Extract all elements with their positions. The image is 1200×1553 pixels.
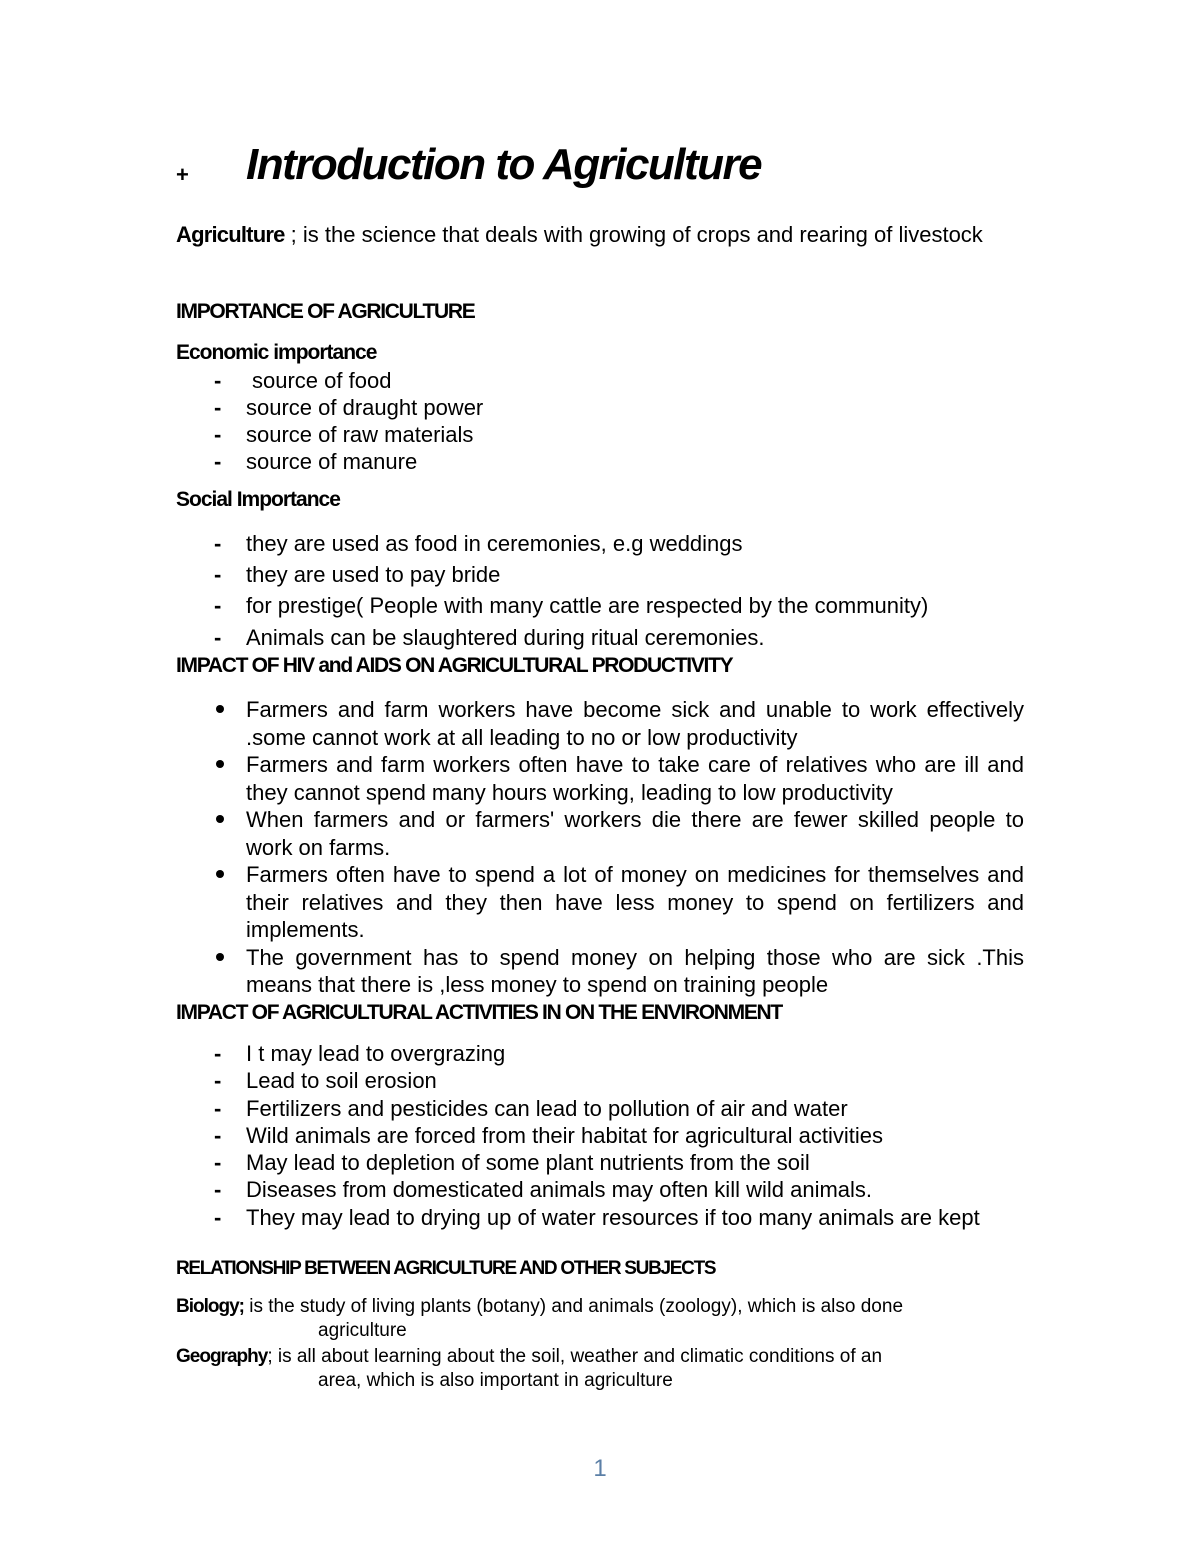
importance-heading: IMPORTANCE OF AGRICULTURE [176,300,475,323]
list-item: - They may lead to drying up of water resources if too many animals are kept [176,1204,1024,1231]
list-item: - Fertilizers and pesticides can lead to pollution of air and water [176,1095,1024,1122]
biology-term: Biology; [176,1296,244,1317]
social-importance-heading: Social Importance [176,488,340,511]
page-title: Introduction to Agriculture [246,140,762,189]
hiv-impact-list [176,696,1024,999]
geography-term: Geography [176,1346,268,1367]
title-marker: + [176,162,189,187]
list-item: - for prestige( People with many cattle are respected by the community) [176,590,928,621]
list-item: - source of raw materials [176,421,483,448]
list-item: When farmers and or farmers' workers die there are fewer skilled people to work on farms. [176,806,1024,861]
definition-text: ; is the science that deals with growing of crops and rearing of livestock [284,222,983,247]
list-item: Farmers and farm workers often have to take care of relatives who are ill and they cannot spend many hours working, leading to low productivity [176,751,1024,806]
biology-text: is the study of living plants (botany) and animals (zoology), which is also done [244,1296,904,1317]
hiv-impact-heading: IMPACT OF HIV and AIDS ON AGRICULTURAL PRODUCTIVITY [176,654,733,677]
list-item: The government has to spend money on helping those who are sick .This means that there is ,less money to spend on training people [176,944,1024,999]
list-item: - they are used as food in ceremonies, e.g weddings [176,528,928,559]
list-item: - May lead to depletion of some plant nutrients from the soil [176,1149,1024,1176]
list-item: - Diseases from domesticated animals may often kill wild animals. [176,1176,1024,1203]
geography-text-continuation: area, which is also important in agriculture [318,1370,673,1391]
relationship-heading: RELATIONSHIP BETWEEN AGRICULTURE AND OTHER SUBJECTS [176,1258,716,1279]
list-item: Farmers often have to spend a lot of money on medicines for themselves and their relatives and they then have less money to spend on fertilizers and implements. [176,861,1024,944]
geography-relationship [176,1345,1024,1393]
biology-text-continuation: agriculture [318,1320,407,1341]
list-item: - source of food [176,367,483,394]
list-item: - they are used to pay bride [176,559,928,590]
list-item: - I t may lead to overgrazing [176,1040,1024,1067]
list-item: - Animals can be slaughtered during ritual ceremonies. [176,622,928,653]
geography-text: ; is all about learning about the soil, weather and climatic conditions of an [267,1346,883,1367]
list-item: - source of manure [176,448,483,475]
page-number: 1 [593,1455,607,1482]
agriculture-definition [176,214,1024,255]
list-item: - source of draught power [176,394,483,421]
definition-term: Agriculture [176,222,285,247]
environment-impact-list [176,1040,1024,1231]
list-item: Farmers and farm workers have become sick and unable to work effectively .some cannot work at all leading to no or low productivity [176,696,1024,751]
list-item: - Lead to soil erosion [176,1067,1024,1094]
economic-importance-list [176,367,483,475]
environment-impact-heading: IMPACT OF AGRICULTURAL ACTIVITIES IN ON THE ENVIRONMENT [176,1001,782,1024]
economic-importance-heading: Economic importance [176,341,377,364]
biology-relationship [176,1295,1024,1343]
list-item: - Wild animals are forced from their habitat for agricultural activities [176,1122,1024,1149]
social-importance-list [176,528,928,653]
